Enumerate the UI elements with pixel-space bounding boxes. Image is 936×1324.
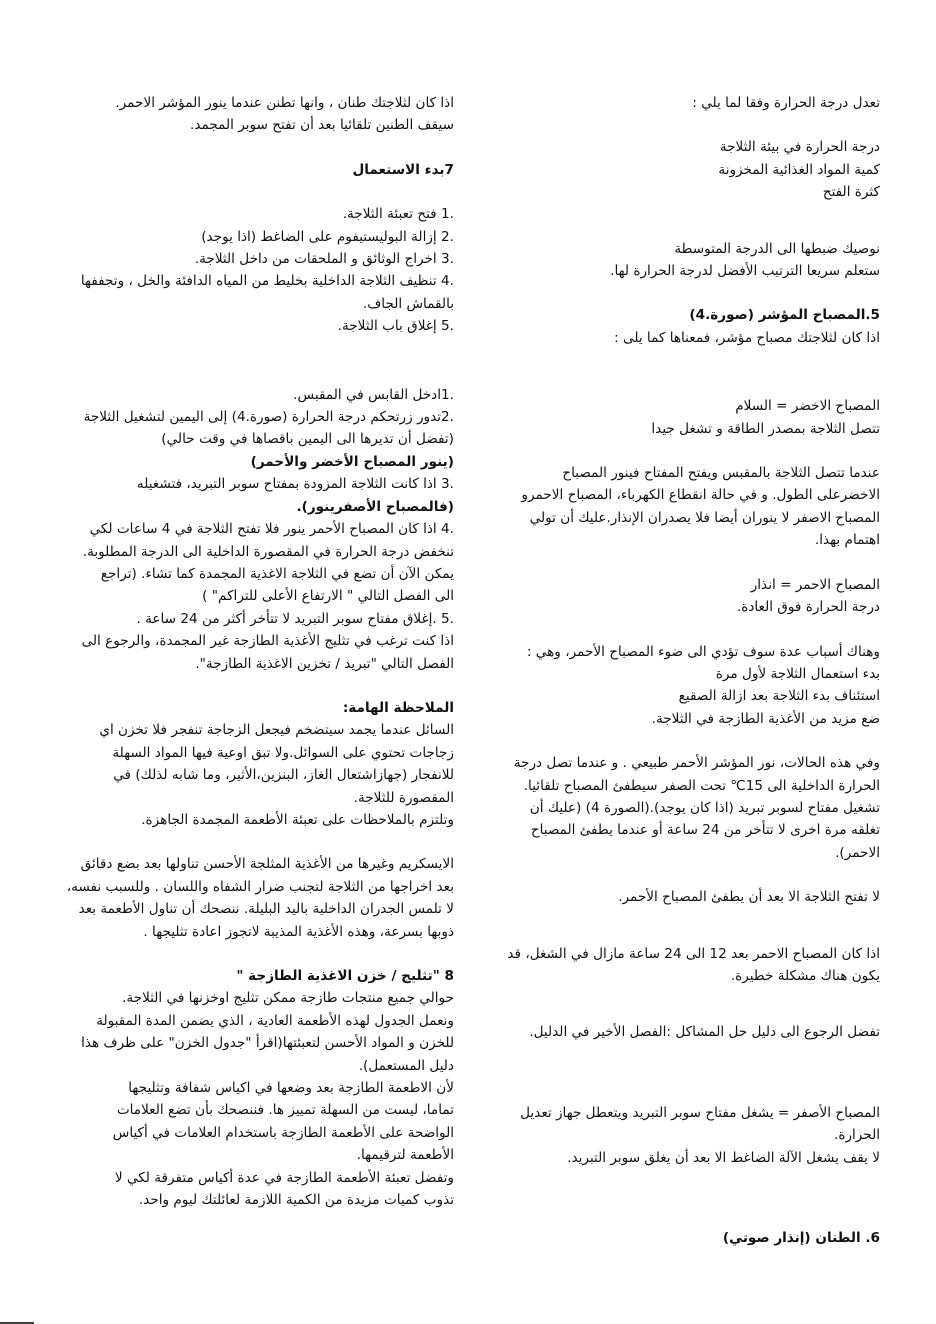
green-lamp-line: المصباح الاخضر = السلام: [735, 398, 880, 415]
red-reason-line: استئناف بدء الثلاجة بعد ازالة الصقيع: [678, 688, 880, 705]
normal-case-line: وفي هذه الحالات، نور المؤشر الأحمر طبيعي . و عندما تصل درجة: [513, 755, 880, 772]
red-lamp-line: درجة الحرارة فوق العادة.: [736, 599, 880, 616]
start-step-3: .3 اذا كانت الثلاجة المزودة بمفتاح سوبر التبريد، فتشغيله: [136, 476, 454, 493]
buzzer-line: اذا كان لثلاجتك طنان ، وانها تطنن عندما ينور المؤشر الاحمر.: [115, 95, 454, 111]
start-step-4: يمكن الآن أن تضع في الثلاجة الاغذية المجمدة كما تشاء. (تراجع: [100, 565, 454, 582]
section-5-title: 5.المصباح المؤشر (صورة.4): [689, 307, 880, 324]
important-note-line: للانفجار (جهازاشتعال الغاز، البنزين،الأثير، وما شابه لذلك) في: [113, 767, 454, 784]
start-step-5: الفصل التالي "تبريد / تخزين الاغذية الطازجة".: [195, 655, 454, 672]
yellow-lamp-line: المصباح الأصفر = يشغل مفتاح سوبر التبريد ويتعطل جهاز تعديل: [520, 1104, 880, 1121]
section-8-paragraph: حوالي جميع منتجات طازجة ممكن تثليج اوخزنها في الثلاجة.: [122, 990, 454, 1007]
prep-step: .3 اخراج الوثائق و الملحقات من داخل الثلاجة.: [194, 251, 454, 268]
normal-case-line: تغلقه مرة اخرى لا تتأخر من 24 ساعة أو عندما يطفئ المصباح: [530, 822, 880, 839]
normal-case-line: الاحمر).: [835, 844, 880, 861]
start-step: .2تدور زرتحكم درجة الحرارة (صورة.4) إلى اليمين لتشغيل الثلاجة: [83, 409, 454, 426]
start-step: .1ادخل القابس في المقبس.: [293, 386, 454, 403]
icecream-line: ذوبها بسرعة، وهذه الأغذية المذيبة لاتجوز اعادة تثليجها .: [143, 923, 454, 940]
start-step: (تفضل أن تديرها الى اليمين باقصاها في وقت حالي): [161, 431, 454, 448]
section-8-paragraph: تماما، ليست من السهلة تمييز ها. فننصحك بأن تضع العلامات: [116, 1102, 454, 1119]
yellow-lamp-line: الحرارة.: [834, 1127, 880, 1144]
green-detail-line: الاخضرعلى الطول. و في حالة انقطاع الكهرباء، المصباح الاحمرو: [521, 487, 880, 504]
important-note-line: زجاجات تحتوي على السوائل.ولا تبق اوعية فيها المواد السهلة: [112, 744, 454, 761]
recommend-line: ستعلم سريعا الترتيب الأفضل لدرجة الحرارة لها.: [610, 263, 880, 280]
dont-open-note: لا تفتح الثلاجة الا بعد أن يطفئ المصباح الأحمر.: [618, 889, 880, 906]
start-step-4: .4 اذا كان المصباح الأحمر ينور فلا تفتح الثلاجة في 4 ساعات لكي: [89, 521, 454, 538]
start-step-4: تنخفض درجة الحرارة في المقصورة الداخلية الى الدرجة المطلوبة.: [82, 543, 454, 560]
icecream-line: الايسكريم وغيرها من الأغذية المثلجة الأحسن تناولها بعد بضع دقائق: [80, 856, 454, 873]
section-6-title: 6. الطنان (إنذار صوتي): [722, 1230, 880, 1246]
green-detail-line: عندما تتصل الثلاجة بالمقبس ويفتح المفتاح فينور المصباح: [562, 465, 880, 482]
section-8-paragraph: الواضحة على الأطعمة الطازجة باستخدام العلامات في أكياس: [112, 1124, 454, 1141]
refer-note: تفضل الرجوع الى دليل حل المشاكل :الفصل الأخير في الدليل.: [529, 1024, 880, 1041]
recommend-line: نوصيك ضبطها الى الدرجة المتوسطة: [674, 240, 880, 257]
start-step-4: الى الفصل التالي " الارتفاع الأعلى للتراكم" ): [202, 588, 454, 605]
section-8-paragraph: للخزن و المواد الأحسن لتعبئتها(اقرأ "جدول الخزن" على ظرف هذا: [81, 1035, 454, 1052]
prep-step: بالقماش الجاف.: [362, 295, 454, 312]
section-5-intro: اذا كان لثلاجتك مصباح مؤشر، فمعناها كما يلى :: [614, 329, 880, 346]
buzzer-line: سيقف الطنين تلقائيا بعد أن تفتح سوبر المجمد.: [190, 117, 454, 134]
section-8-paragraph: الأطعمة لترقيمها.: [356, 1147, 454, 1164]
important-note-title: الملاحظة الهامة:: [342, 699, 454, 716]
factor-item: درجة الحرارة في بيئة الثلاجة: [719, 139, 880, 156]
section-8-title: 8 "تثليج / خزن الاغذية الطازجة ": [236, 968, 454, 984]
green-red-lamps-note: (ينور المصباح الأخضر والأحمر): [250, 453, 454, 470]
problem-line: اذا كان المصباح الاحمر بعد 12 الى 24 ساعة مازال في الشغل، قد: [507, 945, 880, 962]
prep-step: .1 فتح تعبئة الثلاجة.: [342, 206, 454, 223]
important-note-line: السائل عندما يجمد سيتضخم فيجعل الزجاجة تنفجر فلا تخزن اي: [99, 722, 454, 739]
section-8-paragraph: دليل المستعمل).: [358, 1057, 454, 1074]
problem-line: يكون هناك مشكلة خطيرة.: [730, 967, 880, 984]
section-7-title: 7بدء الاستعمال: [352, 161, 454, 178]
section-8-paragraph: تذوب كميات مزيدة من الكمية اللازمة لعائلتك ليوم واحد.: [138, 1192, 454, 1209]
prep-step: .2 إزالة البوليستيفوم على الضاغط (اذا يوجد): [201, 228, 454, 245]
temperature-intro: تعدل درجة الحرارة وفقا لما يلي :: [692, 95, 880, 111]
important-note-line: وتلتزم بالملاحظات على تعبئة الأطعمة المجمدة الجاهزة.: [141, 811, 454, 828]
yellow-lamp-note: (فالمصباح الأصفرينور).: [296, 498, 454, 515]
left-column: [62, 92, 454, 1211]
start-step-5: اذا كنت ترغب في تثليج الأغذية الطازجة غير المجمدة، والرجوع الى: [81, 633, 454, 650]
red-reason-line: ضع مزيد من الأغذية الطازجة في الثلاجة.: [651, 710, 880, 727]
green-detail-line: اهتمام بهذا.: [814, 532, 880, 549]
yellow-lamp-line: لا يقف يشغل الآلة الضاغط الا بعد أن يغلق سوبر التبريد.: [567, 1149, 880, 1166]
start-step-5: .5 .إغلاق مفتاح سوبر التبريد لا تتأخر أكثر من 24 ساعة .: [136, 610, 454, 627]
factor-item: كثرة الفتح: [822, 184, 880, 201]
section-8-paragraph: لأن الاطعمة الطازجة بعد وضعها في اكياس شفافة وتثليجها: [128, 1080, 454, 1097]
icecream-line: لا تلمس الجدران الداخلية باليد البليلة. ننصحك أن تناول الأطعمة بعد: [78, 901, 454, 918]
section-8-paragraph: ونعمل الجدول لهذه الأطعمة العادية ، الذي يضمن المدة المقبولة: [96, 1012, 454, 1029]
important-note-line: المقصورة للثلاجة.: [353, 789, 454, 806]
red-lamp-line: المصباح الاحمر = انذار: [750, 576, 880, 593]
normal-case-line: الحرارة الداخلية الى 15℃ تحت الصفر سيطفئ المصباح تلقائيا.: [523, 777, 880, 794]
section-8-paragraph: وتفضل تعبئة الأطعمة الطازجة في عدة أكياس متفرقة لكي لا: [114, 1169, 454, 1186]
icecream-line: بعد اخراجها من الثلاجة لتجنب ضرار الشفاه واللسان . وللسبب نفسه،: [66, 878, 454, 895]
red-reason-line: بدء استعمال الثلاجة لأول مرة: [715, 665, 880, 682]
normal-case-line: تشغيل مفتاح لسوبر تبريد (اذا كان يوجد).(الصورة 4) (عليك أن: [529, 799, 880, 816]
prep-step: .4 تنظيف الثلاجة الداخلية بخليط من المياه الدافئة والخل ، وتجففها: [80, 273, 454, 290]
right-column: [500, 92, 880, 1249]
factor-item: كمية المواد الغذائية المخزونة: [718, 161, 880, 178]
green-detail-line: المصباح الاصفر لا ينوران أيضا فلا يصدران الإنذار.عليك أن تولي: [529, 509, 880, 526]
green-lamp-line: تتصل الثلاجة بمصدر الطاقة و تشغل جيدا: [651, 420, 880, 437]
prep-step: .5 إغلاق باب الثلاجة.: [337, 318, 454, 335]
red-reason-line: وهناك أسباب عدة سوف تؤدي الى ضوء المصباح الأحمر، وهي :: [526, 643, 880, 660]
